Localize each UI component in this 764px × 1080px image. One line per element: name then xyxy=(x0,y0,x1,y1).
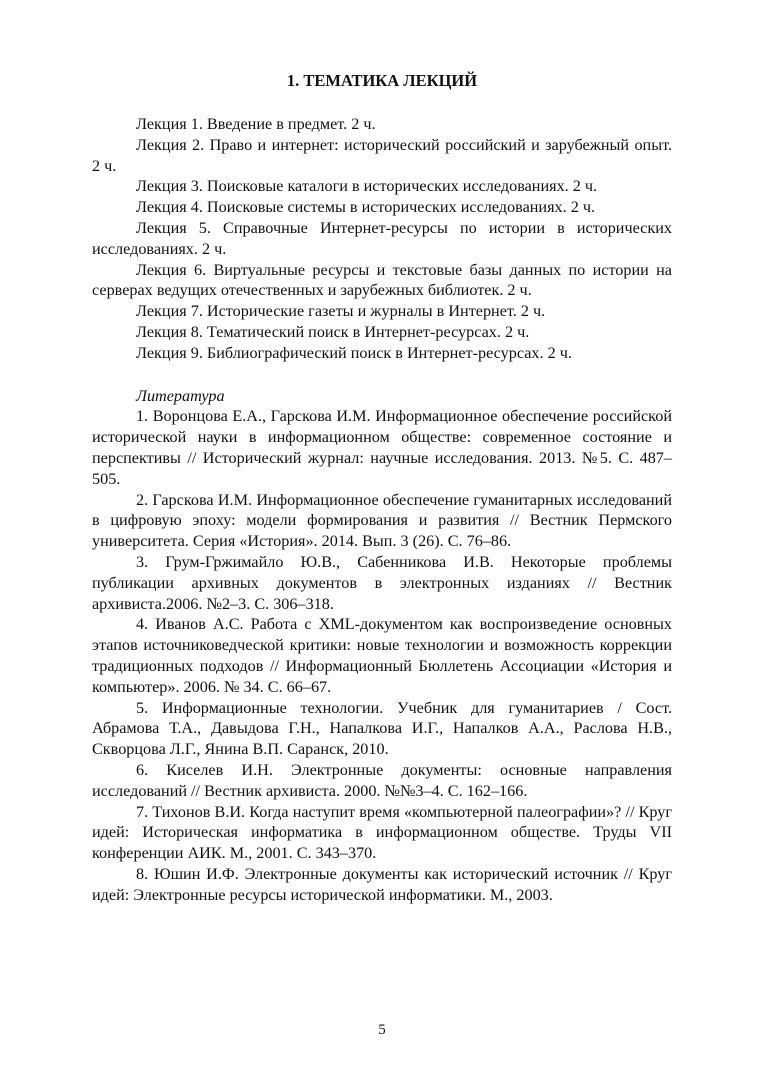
lecture-item: Лекция 6. Виртуальные ресурсы и текстовые базы данных по истории на серверах ведущих отечественных и зарубежных библиотек. 2 ч. xyxy=(92,260,672,300)
reference-item: 7. Тихонов В.И. Когда наступит время «компьютерной палеографии»? // Круг идей: Историческая информатика в информационном обществе. Труды VII конференции АИК. М., 2001. С. 343–370. xyxy=(92,802,672,863)
lecture-item: Лекция 3. Поисковые каталоги в исторических исследованиях. 2 ч. xyxy=(136,177,598,196)
reference-item: 1. Воронцова Е.А., Гарскова И.М. Информационное обеспечение российской исторической науки в информационном обществе: современное состояние и перспективы // Исторический журнал: научные исследования. 2013. №5. С. 487–505. xyxy=(92,407,672,488)
page-number: 5 xyxy=(378,1022,386,1038)
lecture-item: Лекция 1. Введение в предмет. 2 ч. xyxy=(136,115,376,133)
page-content xyxy=(92,70,672,905)
lecture-item: Лекция 7. Исторические газеты и журналы в Интернет. 2 ч. xyxy=(136,302,546,321)
lecture-item: Лекция 9. Библиографический поиск в Интернет-ресурсах. 2 ч. xyxy=(136,343,572,362)
section-title: 1. ТЕМАТИКА ЛЕКЦИЙ xyxy=(286,71,478,90)
lecture-item: Лекция 5. Справочные Интернет-ресурсы по истории в исторических исследованиях. 2 ч. xyxy=(92,218,672,258)
reference-item: 5. Информационные технологии. Учебник для гуманитариев / Сост. Абрамова Т.А., Давыдова Г.Н., Напалкова И.Г., Напалков А.А., Раслова Н.В., Скворцова Л.Г., Янина В.П. Саранск, 2010. xyxy=(92,698,672,759)
lecture-list xyxy=(92,114,672,364)
reference-item: 6. Киселев И.Н. Электронные документы: основные направления исследований // Вестник архивиста. 2000. №№3–4. С. 162–166. xyxy=(92,760,672,800)
lecture-item: Лекция 2. Право и интернет: исторический российский и зарубежный опыт. 2 ч. xyxy=(92,135,672,175)
reference-list xyxy=(92,406,672,905)
lecture-item: Лекция 8. Тематический поиск в Интернет-ресурсах. 2 ч. xyxy=(136,322,530,341)
reference-item: 8. Юшин И.Ф. Электронные документы как исторический источник // Круг идей: Электронные ресурсы исторической информатики. М., 2003. xyxy=(92,864,672,904)
literature-heading: Литература xyxy=(136,386,225,405)
reference-item: 3. Грум-Гржимайло Ю.В., Сабенникова И.В. Некоторые проблемы публикации архивных документов в электронных изданиях // Вестник архивиста.2006. №2–3. С. 306–318. xyxy=(92,552,672,613)
lecture-item: Лекция 4. Поисковые системы в исторических исследованиях. 2 ч. xyxy=(136,198,596,217)
reference-item: 2. Гарскова И.М. Информационное обеспечение гуманитарных исследований в цифровую эпоху: модели формирования и развития // Вестник Пермского университета. Серия «История». 2014. Вып. 3 (26). С. 76–86. xyxy=(92,490,672,551)
reference-item: 4. Иванов А.С. Работа с XML-документом как воспроизведение основных этапов источниковедческой критики: новые технологии и возможность коррекции традиционных подходов // Информационный Бюллетень Ассоциации «История и компьютер». 2006. № 34. С. 66–67. xyxy=(92,615,672,696)
